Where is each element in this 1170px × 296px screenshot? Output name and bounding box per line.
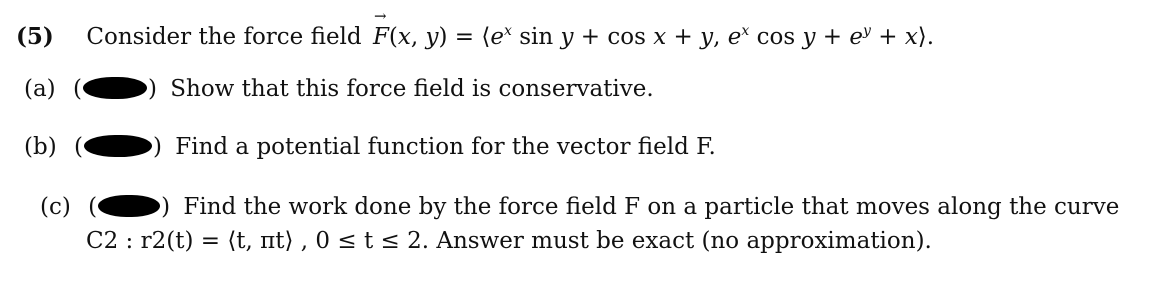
part-a-points: ( ) <box>72 76 157 102</box>
part-b-points: ( ) <box>73 134 162 160</box>
force-field-definition: F → (x, $y) = ⟨e^x$ sin y + cos x + y, $e^x$ $\cos y + e^y$ + x⟩. <box>372 7 935 50</box>
part-b-text: Find a potential function for the vector field F. <box>175 134 716 160</box>
part-c-points: ( ) <box>88 194 171 220</box>
part-a <box>24 74 654 104</box>
redaction-mark <box>98 195 160 217</box>
redaction-mark <box>83 77 147 99</box>
problem-statement <box>16 7 935 52</box>
part-c-continuation: C2 : r2(t) = ⟨t, πt⟩ , 0 ≤ t ≤ 2. Answer must be exact (no approximation). <box>86 228 932 254</box>
part-b-label: (b) <box>24 134 57 160</box>
part-c-text: Find the work done by the force field F on a particle that moves along the curve <box>183 194 1120 220</box>
redaction-mark <box>84 135 152 157</box>
part-a-label: (a) <box>24 76 56 102</box>
part-a-text: Show that this force field is conservative. <box>170 76 654 102</box>
part-c-label: (c) <box>40 194 71 220</box>
problem-number: (5) <box>16 23 54 50</box>
part-b <box>24 132 716 162</box>
part-c <box>40 192 1119 222</box>
problem-intro: Consider the force field <box>86 24 362 50</box>
